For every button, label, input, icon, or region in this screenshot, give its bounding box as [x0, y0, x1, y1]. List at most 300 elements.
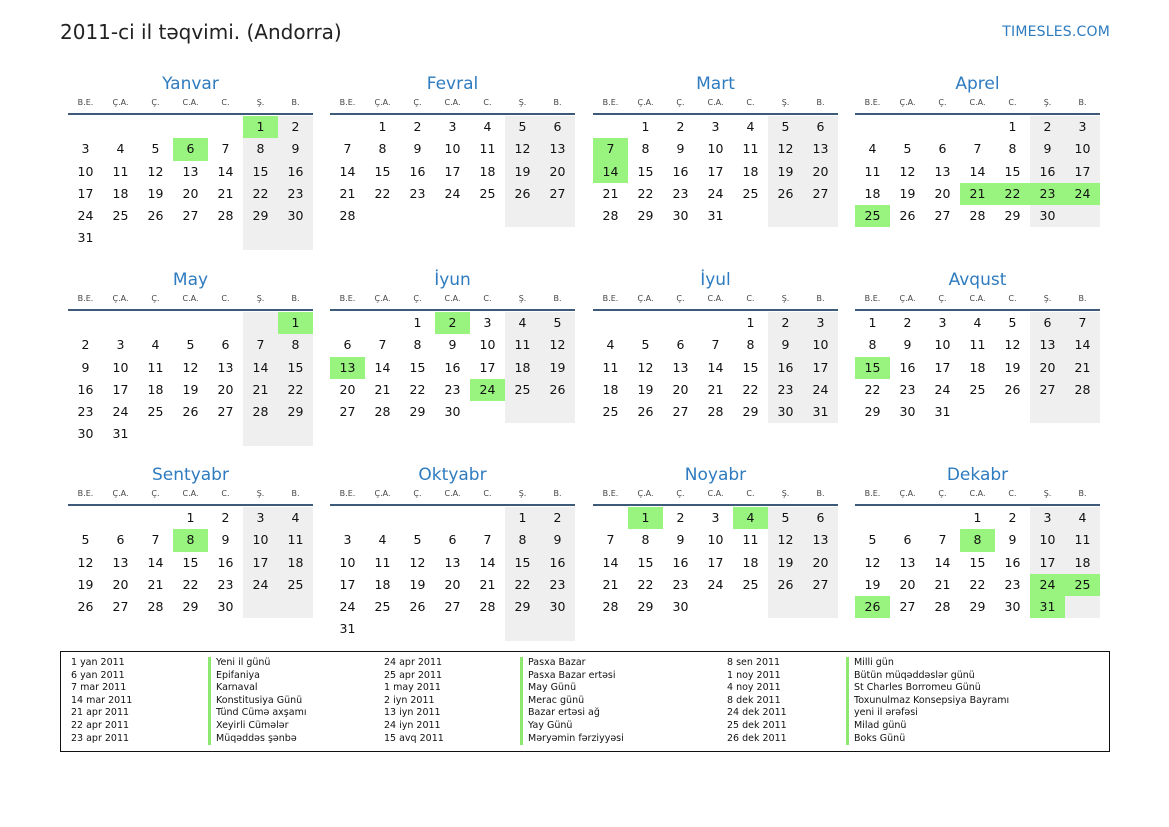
day-cell: 29: [969, 599, 986, 615]
legend-date: 22 apr 2011: [71, 719, 130, 731]
day-cell: 4: [1065, 507, 1100, 529]
day-cell: 20: [182, 185, 199, 201]
day-cell: 3: [711, 119, 720, 134]
weekday-label: C.: [1008, 489, 1017, 498]
empty-cell: [400, 618, 435, 640]
day-cell: 18: [1065, 552, 1100, 574]
day-cell: 23: [409, 185, 426, 201]
day-cell: 11: [742, 532, 759, 548]
day-cell: 25: [855, 205, 890, 227]
day-cell: 18: [505, 357, 540, 379]
legend-holiday-name: Milli gün: [846, 657, 1009, 670]
day-grid: [68, 116, 313, 250]
day-cell: 8: [960, 529, 995, 551]
empty-cell: [435, 205, 470, 227]
day-cell: 17: [243, 552, 278, 574]
day-cell: 17: [77, 185, 94, 201]
day-cell: 8: [641, 141, 650, 157]
day-cell: 23: [1030, 183, 1065, 205]
empty-cell: [925, 507, 960, 529]
weekday-label: C.A.: [707, 294, 724, 303]
day-cell: 23: [444, 381, 461, 397]
empty-cell: [628, 312, 663, 334]
day-cell: 13: [217, 359, 234, 375]
weekday-label: Ş.: [518, 489, 527, 498]
day-cell: 4: [278, 507, 313, 529]
day-cell: 11: [278, 529, 313, 551]
day-cell: 31: [339, 621, 356, 637]
day-cell: 3: [483, 315, 492, 330]
day-cell: 26: [899, 208, 916, 224]
day-cell: 27: [182, 208, 199, 224]
empty-cell: [593, 312, 628, 334]
empty-cell: [365, 312, 400, 334]
legend-holiday-name: Bütün müqəddəslər günü: [846, 670, 1009, 683]
legend-holiday-name: Boks Günü: [846, 733, 1009, 746]
month-block: [855, 463, 1100, 618]
day-cell: 30: [444, 404, 461, 420]
day-cell: 13: [540, 138, 575, 160]
day-cell: 28: [1065, 379, 1100, 401]
day-cell: 31: [112, 426, 129, 442]
weekday-label: B.E.: [864, 294, 881, 303]
day-cell: 19: [505, 161, 540, 183]
empty-cell: [890, 507, 925, 529]
weekday-label: Ç.: [938, 98, 947, 107]
day-cell: 13: [934, 163, 951, 179]
day-cell: 4: [733, 507, 768, 529]
day-cell: 12: [182, 359, 199, 375]
legend-date: 4 noy 2011: [727, 682, 781, 694]
day-cell: 11: [1065, 529, 1100, 551]
day-cell: 18: [147, 381, 164, 397]
day-cell: 2: [676, 510, 685, 525]
weekday-label: C.: [221, 294, 230, 303]
day-cell: 1: [868, 315, 877, 330]
day-cell: 9: [903, 337, 912, 353]
day-cell: 16: [409, 163, 426, 179]
header-rule: [68, 504, 313, 506]
weekday-label: Ç.A.: [899, 98, 916, 107]
day-cell: 5: [505, 116, 540, 138]
day-cell: 11: [602, 359, 619, 375]
day-cell: 30: [1030, 205, 1065, 227]
empty-cell: [855, 116, 890, 138]
day-cell: 23: [77, 404, 94, 420]
weekday-label: Ş.: [781, 489, 790, 498]
day-cell: 12: [147, 163, 164, 179]
day-cell: 5: [641, 337, 650, 353]
day-cell: 3: [1030, 507, 1065, 529]
day-cell: 2: [413, 119, 422, 134]
legend-date: 2 iyn 2011: [384, 694, 435, 706]
day-cell: 17: [444, 163, 461, 179]
day-cell: 31: [1030, 596, 1065, 618]
day-cell: 3: [243, 507, 278, 529]
month-block: [68, 463, 313, 618]
legend-holiday-name: Konstitusiya Günü: [208, 695, 306, 708]
day-cell: 5: [768, 507, 803, 529]
day-grid: [68, 312, 313, 446]
weekday-label: Ş.: [256, 294, 265, 303]
day-cell: 13: [672, 359, 689, 375]
empty-cell: [470, 401, 505, 423]
day-cell: 4: [868, 141, 877, 157]
day-cell: 1: [243, 116, 278, 138]
day-cell: 14: [339, 163, 356, 179]
day-cell: 16: [278, 161, 313, 183]
day-cell: 26: [409, 599, 426, 615]
day-cell: 16: [444, 359, 461, 375]
day-cell: 27: [803, 574, 838, 596]
empty-cell: [138, 227, 173, 249]
day-cell: 24: [112, 404, 129, 420]
legend-holiday-name: Yay Günü: [520, 720, 624, 733]
day-cell: 6: [803, 507, 838, 529]
weekday-label: Ç.A.: [112, 489, 129, 498]
weekday-label: B.: [1078, 98, 1087, 107]
day-cell: 6: [803, 116, 838, 138]
day-cell: 26: [182, 404, 199, 420]
weekday-label: B.: [291, 98, 300, 107]
day-cell: 7: [343, 141, 352, 157]
day-cell: 25: [112, 208, 129, 224]
day-cell: 15: [969, 554, 986, 570]
day-cell: 1: [1008, 119, 1017, 134]
weekday-label: C.: [746, 98, 755, 107]
empty-cell: [278, 423, 313, 445]
weekday-label: B.: [553, 294, 562, 303]
day-grid: [330, 116, 575, 227]
day-cell: 22: [374, 185, 391, 201]
day-cell: 28: [374, 404, 391, 420]
empty-cell: [208, 423, 243, 445]
weekday-header: [330, 292, 575, 306]
day-cell: 26: [768, 574, 803, 596]
day-cell: 4: [378, 532, 387, 548]
legend-holiday-name: Pasxa Bazar ertəsi: [520, 670, 624, 683]
day-cell: 6: [676, 337, 685, 353]
day-cell: 9: [676, 141, 685, 157]
brand-link[interactable]: TIMESLES.COM: [1002, 24, 1110, 40]
day-cell: 27: [899, 599, 916, 615]
weekday-label: Ç.: [151, 98, 160, 107]
empty-cell: [400, 205, 435, 227]
day-cell: 21: [147, 576, 164, 592]
weekday-label: Ç.A.: [637, 489, 654, 498]
day-grid: [330, 507, 575, 641]
empty-cell: [855, 507, 890, 529]
legend-dates-col-2: [384, 657, 444, 745]
day-cell: 9: [448, 337, 457, 353]
day-cell: 15: [374, 163, 391, 179]
weekday-label: Ş.: [256, 489, 265, 498]
empty-cell: [243, 312, 278, 334]
legend-date: 8 dek 2011: [727, 694, 781, 706]
empty-cell: [103, 312, 138, 334]
day-cell: 14: [479, 554, 496, 570]
legend-date: 24 apr 2011: [384, 657, 443, 668]
day-cell: 1: [641, 119, 650, 134]
day-cell: 1: [628, 507, 663, 529]
day-cell: 16: [77, 381, 94, 397]
day-cell: 16: [672, 163, 689, 179]
day-cell: 14: [593, 161, 628, 183]
day-cell: 9: [676, 532, 685, 548]
day-cell: 13: [182, 163, 199, 179]
day-cell: 2: [768, 312, 803, 334]
day-cell: 21: [243, 379, 278, 401]
day-cell: 20: [339, 381, 356, 397]
day-cell: 30: [278, 205, 313, 227]
day-cell: 23: [672, 185, 689, 201]
day-grid: [855, 507, 1100, 618]
header-rule: [593, 113, 838, 115]
day-cell: 10: [707, 532, 724, 548]
empty-cell: [1065, 205, 1100, 227]
day-cell: 8: [641, 532, 650, 548]
header-rule: [855, 113, 1100, 115]
day-cell: 25: [374, 599, 391, 615]
day-cell: 16: [768, 357, 803, 379]
day-cell: 18: [742, 554, 759, 570]
weekday-label: B.E.: [602, 489, 619, 498]
day-cell: 12: [540, 334, 575, 356]
weekday-label: C.: [746, 489, 755, 498]
day-cell: 21: [374, 381, 391, 397]
day-cell: 4: [483, 119, 492, 134]
day-grid: [593, 312, 838, 423]
day-cell: 22: [278, 379, 313, 401]
day-cell: 19: [147, 185, 164, 201]
day-cell: 22: [505, 574, 540, 596]
day-cell: 3: [803, 312, 838, 334]
day-cell: 8: [378, 141, 387, 157]
empty-cell: [138, 116, 173, 138]
legend-names-col-3: [846, 657, 1009, 745]
day-cell: 8: [746, 337, 755, 353]
day-cell: 24: [707, 185, 724, 201]
day-cell: 14: [969, 163, 986, 179]
day-cell: 27: [934, 208, 951, 224]
weekday-label: B.E.: [77, 489, 94, 498]
day-cell: 27: [803, 183, 838, 205]
legend-holiday-name: Məryəmin fərziyyəsi: [520, 733, 624, 746]
day-cell: 15: [505, 552, 540, 574]
day-cell: 14: [374, 359, 391, 375]
day-cell: 12: [409, 554, 426, 570]
weekday-label: C.: [483, 98, 492, 107]
day-cell: 23: [540, 574, 575, 596]
day-cell: 27: [444, 599, 461, 615]
weekday-header: [330, 96, 575, 110]
day-cell: 9: [413, 141, 422, 157]
day-cell: 28: [934, 599, 951, 615]
legend-date: 26 dek 2011: [727, 732, 787, 744]
day-cell: 21: [1065, 357, 1100, 379]
day-cell: 10: [243, 529, 278, 551]
day-cell: 14: [1065, 334, 1100, 356]
day-cell: 2: [1030, 116, 1065, 138]
weekday-label: C.A.: [444, 489, 461, 498]
day-cell: 23: [1004, 576, 1021, 592]
day-cell: 9: [221, 532, 230, 548]
day-cell: 30: [217, 599, 234, 615]
weekday-header: [593, 292, 838, 306]
day-cell: 21: [707, 381, 724, 397]
day-cell: 14: [707, 359, 724, 375]
day-cell: 19: [768, 552, 803, 574]
month-name: Avqust: [948, 270, 1007, 290]
page-title: 2011-ci il təqvimi. (Andorra): [60, 20, 342, 44]
day-cell: 22: [742, 381, 759, 397]
day-cell: 3: [116, 337, 125, 353]
day-cell: 25: [505, 379, 540, 401]
day-cell: 25: [969, 381, 986, 397]
empty-cell: [208, 116, 243, 138]
day-cell: 2: [903, 315, 912, 330]
day-cell: 13: [112, 554, 129, 570]
weekday-label: Ç.A.: [374, 294, 391, 303]
weekday-label: B.: [816, 489, 825, 498]
weekday-label: C.: [1008, 98, 1017, 107]
day-cell: 12: [77, 554, 94, 570]
weekday-label: Ş.: [1043, 98, 1052, 107]
weekday-label: Ç.A.: [899, 489, 916, 498]
month-block: [855, 268, 1100, 423]
month-block: [855, 72, 1100, 227]
weekday-label: B.E.: [77, 98, 94, 107]
weekday-label: Ş.: [781, 98, 790, 107]
day-cell: 7: [483, 532, 492, 548]
empty-cell: [173, 423, 208, 445]
day-cell: 22: [243, 183, 278, 205]
day-cell: 11: [112, 163, 129, 179]
empty-cell: [68, 116, 103, 138]
day-cell: 12: [768, 138, 803, 160]
weekday-label: B.: [1078, 294, 1087, 303]
day-cell: 14: [243, 357, 278, 379]
empty-cell: [330, 116, 365, 138]
day-cell: 16: [540, 552, 575, 574]
day-cell: 1: [746, 315, 755, 330]
day-cell: 9: [1008, 532, 1017, 548]
day-cell: 30: [1004, 599, 1021, 615]
weekday-label: Ç.: [676, 294, 685, 303]
day-cell: 19: [899, 185, 916, 201]
month-name: Fevral: [426, 74, 479, 94]
weekday-label: Ç.: [151, 489, 160, 498]
empty-cell: [365, 618, 400, 640]
month-block: [68, 268, 313, 446]
day-cell: 13: [803, 138, 838, 160]
day-cell: 24: [470, 379, 505, 401]
day-cell: 17: [1030, 552, 1065, 574]
day-cell: 24: [707, 576, 724, 592]
day-cell: 10: [112, 359, 129, 375]
day-cell: 20: [540, 161, 575, 183]
month-name: Mart: [696, 74, 735, 94]
day-cell: 20: [1030, 357, 1065, 379]
day-cell: 14: [217, 163, 234, 179]
day-cell: 28: [479, 599, 496, 615]
day-cell: 26: [505, 183, 540, 205]
day-cell: 28: [217, 208, 234, 224]
day-cell: 24: [1030, 574, 1065, 596]
day-cell: 30: [768, 401, 803, 423]
day-cell: 30: [77, 426, 94, 442]
day-cell: 11: [479, 141, 496, 157]
day-cell: 9: [768, 334, 803, 356]
empty-cell: [173, 227, 208, 249]
day-cell: 15: [182, 554, 199, 570]
day-cell: 23: [899, 381, 916, 397]
weekday-label: B.E.: [339, 489, 356, 498]
day-cell: 25: [147, 404, 164, 420]
day-cell: 1: [973, 510, 982, 525]
day-cell: 20: [934, 185, 951, 201]
day-cell: 19: [637, 381, 654, 397]
day-cell: 4: [606, 337, 615, 353]
day-cell: 1: [186, 510, 195, 525]
day-cell: 9: [278, 138, 313, 160]
day-cell: 21: [602, 576, 619, 592]
weekday-label: C.: [221, 98, 230, 107]
day-cell: 21: [479, 576, 496, 592]
day-cell: 30: [540, 596, 575, 618]
day-cell: 5: [868, 532, 877, 548]
day-cell: 3: [1065, 116, 1100, 138]
weekday-label: Ç.A.: [374, 489, 391, 498]
weekday-label: Ş.: [518, 294, 527, 303]
day-cell: 26: [540, 379, 575, 401]
weekday-header: [330, 487, 575, 501]
weekday-label: C.A.: [707, 98, 724, 107]
weekday-header: [68, 96, 313, 110]
empty-cell: [330, 312, 365, 334]
day-cell: 15: [243, 161, 278, 183]
day-cell: 7: [1065, 312, 1100, 334]
day-cell: 29: [637, 208, 654, 224]
day-cell: 17: [112, 381, 129, 397]
day-cell: 10: [707, 141, 724, 157]
empty-cell: [208, 227, 243, 249]
month-name: May: [172, 270, 209, 290]
empty-cell: [698, 596, 733, 618]
day-cell: 7: [973, 141, 982, 157]
day-cell: 29: [182, 599, 199, 615]
weekday-header: [68, 292, 313, 306]
empty-cell: [470, 205, 505, 227]
day-cell: 24: [339, 599, 356, 615]
weekday-label: C.A.: [444, 294, 461, 303]
day-cell: 7: [606, 532, 615, 548]
weekday-label: B.: [553, 489, 562, 498]
day-cell: 12: [864, 554, 881, 570]
day-cell: 11: [374, 554, 391, 570]
empty-cell: [435, 618, 470, 640]
day-cell: 25: [742, 576, 759, 592]
empty-cell: [925, 116, 960, 138]
day-cell: 2: [278, 116, 313, 138]
day-cell: 6: [1030, 312, 1065, 334]
day-cell: 29: [243, 205, 278, 227]
day-grid: [855, 312, 1100, 423]
day-cell: 2: [676, 119, 685, 134]
legend-holiday-name: Merac günü: [520, 695, 624, 708]
day-cell: 6: [540, 116, 575, 138]
day-cell: 3: [81, 141, 90, 157]
